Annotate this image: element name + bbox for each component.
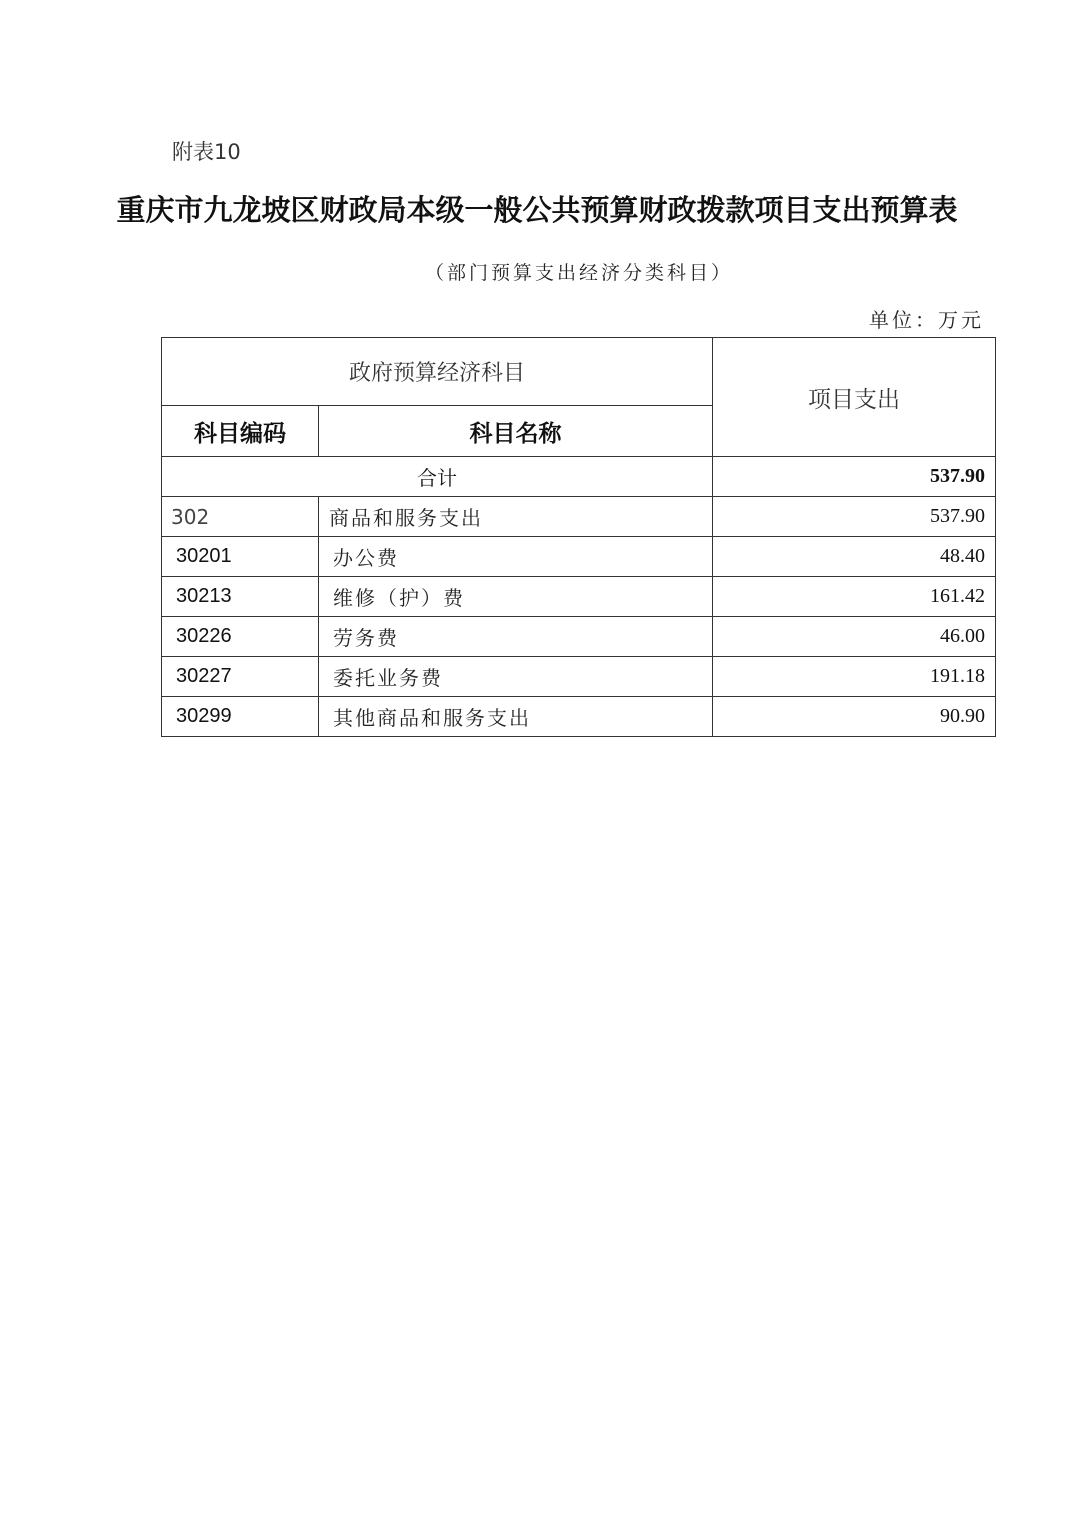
row-value-cell: 161.42 — [713, 577, 996, 617]
header-amount-cell: 项目支出 — [713, 338, 996, 457]
row-value-cell: 90.90 — [713, 697, 996, 737]
row-value-cell: 48.40 — [713, 537, 996, 577]
header-row-top — [162, 338, 996, 406]
row-name-cell: 委托业务费 — [319, 657, 713, 697]
row-code-cell: 30299 — [162, 697, 319, 737]
table-row — [162, 497, 996, 537]
table-row — [162, 617, 996, 657]
table-row — [162, 537, 996, 577]
row-value-cell: 537.90 — [713, 497, 996, 537]
total-value-cell: 537.90 — [713, 457, 996, 497]
row-code-cell: 30227 — [162, 657, 319, 697]
attachment-label: 附表10 — [172, 140, 241, 164]
total-label-cell: 合计 — [162, 457, 713, 497]
total-row — [162, 457, 996, 497]
table-row — [162, 577, 996, 617]
table-row — [162, 657, 996, 697]
row-name-cell: 劳务费 — [319, 617, 713, 657]
document-title: 重庆市九龙坡区财政局本级一般公共预算财政拨款项目支出预算表 — [116, 193, 958, 227]
document-subtitle: （部门预算支出经济分类科目） — [424, 262, 733, 284]
row-code-cell: 30226 — [162, 617, 319, 657]
unit-label: 单位：万元 — [869, 308, 984, 332]
header-group-cell: 政府预算经济科目 — [162, 338, 713, 406]
header-code-cell: 科目编码 — [162, 406, 319, 457]
row-code-cell: 30213 — [162, 577, 319, 617]
header-name-cell: 科目名称 — [319, 406, 713, 457]
row-name-cell: 维修（护）费 — [319, 577, 713, 617]
row-name-cell: 商品和服务支出 — [319, 497, 713, 537]
row-code-cell: 30201 — [162, 537, 319, 577]
table-row — [162, 697, 996, 737]
budget-table — [161, 337, 996, 737]
row-name-cell: 办公费 — [319, 537, 713, 577]
row-name-cell: 其他商品和服务支出 — [319, 697, 713, 737]
row-value-cell: 46.00 — [713, 617, 996, 657]
row-code-cell: 302 — [162, 497, 319, 537]
row-value-cell: 191.18 — [713, 657, 996, 697]
